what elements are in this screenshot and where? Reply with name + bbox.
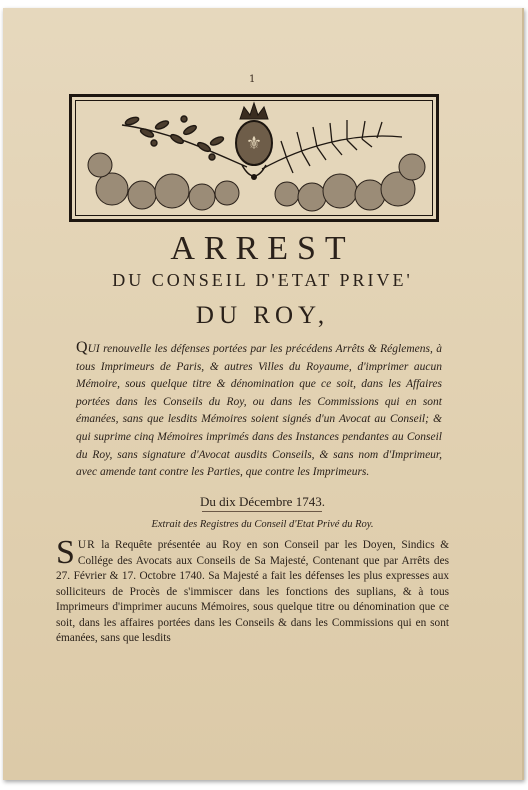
body-drop-rest: UR (77, 539, 96, 551)
body-drop-cap: S (56, 534, 75, 571)
summary-initial: Q (76, 339, 88, 356)
summary-initial-rest: UI (87, 343, 100, 355)
register-extract-line: Extrait des Registres du Conseil d'Etat Privé du Roy. (151, 519, 374, 530)
document-subtitle-king: DU ROY, (195, 302, 330, 329)
document-subtitle-council: DU CONSEIL D'ETAT PRIVE' (112, 270, 413, 290)
olive-branch-icon (122, 116, 247, 167)
document-title: ARREST (170, 230, 355, 267)
decree-summary (76, 339, 442, 482)
ornamental-headpiece (69, 94, 439, 222)
body-text: la Requête présentée au Roy en son Conseil par les Doyen, Sindics & Collége des Avocats aux Conseils de Sa Majesté, Contenant que par Arrêts des 27. Février & 17. Octobre 1740. Sa Majesté a fait les défenses les plus expresses aux solliciteurs de Procès de s'immiscer dans les fonctions des suplians, & à tous Imprimeurs d'imprimer aucuns Mémoires, sous quelque titre ou dénomination que ce soit, dans les affaires portées dans les Conseils & dans les Commissions qui en sont émanées, sans que lesdits (56, 539, 450, 644)
crown-icon (240, 103, 268, 119)
headpiece-engraving (72, 97, 436, 219)
decree-date: Du dix Décembre 1743. (200, 494, 325, 509)
page-number: 1 (249, 74, 256, 85)
svg-text:⚜: ⚜ (245, 133, 263, 154)
divider-rule (202, 511, 322, 512)
summary-text: renouvelle les défenses portées par les précédens Arrêts & Réglemens, à tous Imprimeurs de Paris, & autres Villes du Royaume, d'imprimer aucun Mémoire, sous quelque titre & dénomination que ce soit, dans les Affaires portées dans les Conseils du Roy, ou dans les Commissions qui en sont émanées, sans que lesdits Mémoires soient signés d'un Avocat au Conseil; & qui suprime cinq Mémoires imprimés dans des Instances pendantes au Conseil du Roy, sans signature d'Avocat ausdits Conseils, & sans nom d'Imprimeur, avec amende tant contre les Parties, que contre les Imprimeurs. (76, 343, 442, 479)
palm-branch-icon (262, 120, 402, 173)
decree-body (56, 534, 450, 647)
document-page (3, 8, 524, 780)
fleur-de-lis-crest-icon (236, 121, 272, 180)
